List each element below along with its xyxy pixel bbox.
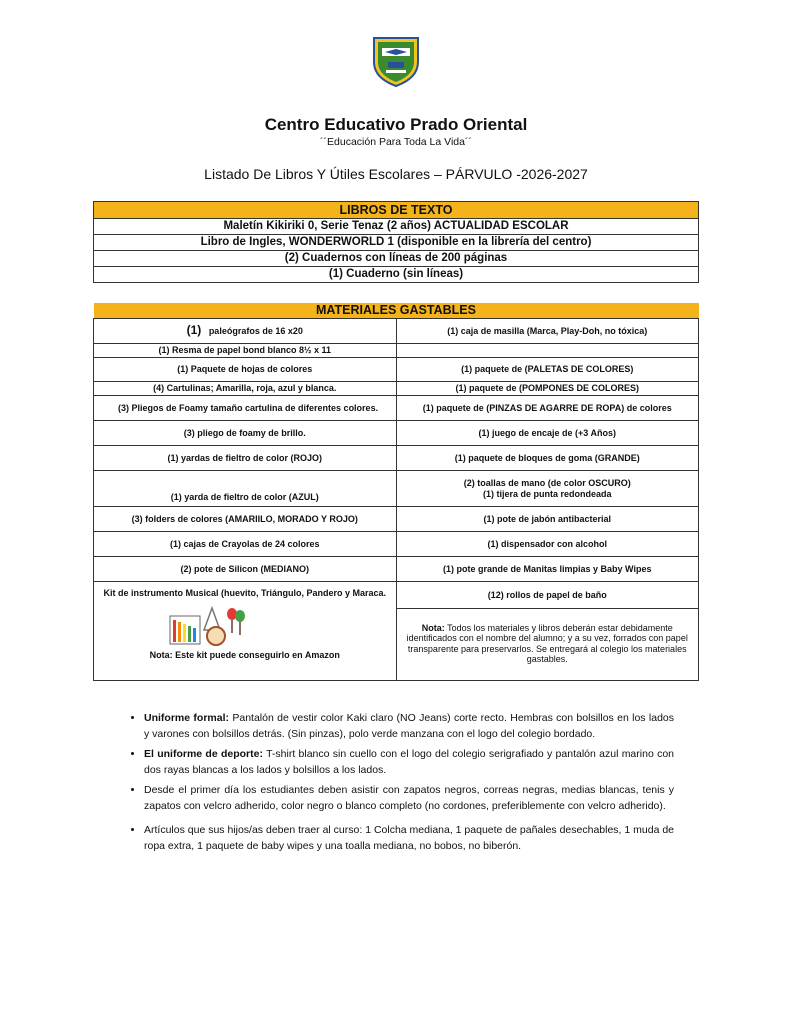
- material-item: (1) yardas de fieltro de color (ROJO): [94, 446, 397, 471]
- materials-heading: MATERIALES GASTABLES: [94, 303, 699, 319]
- material-item: (1) juego de encaje de (+3 Años): [396, 421, 699, 446]
- policy-item-shoes: [144, 782, 674, 814]
- material-item: (12) rollos de papel de baño: [396, 582, 699, 609]
- book-row: (2) Cuadernos con líneas de 200 páginas: [94, 251, 699, 267]
- book-row: Maletín Kikiriki 0, Serie Tenaz (2 años) ACTUALIDAD ESCOLAR: [94, 219, 699, 235]
- books-table: [93, 201, 699, 283]
- material-item: (1) cajas de Crayolas de 24 colores: [94, 532, 397, 557]
- policy-text: Desde el primer día los estudiantes deben asistir con zapatos negros, correas negras, medias blancas, tenis y zapatos con velcro adherido, color negro o blanco completo (no cordones, preferiblemente con velcro adherido).: [144, 784, 674, 812]
- policy-text: Artículos que sus hijos/as deben traer al curso: 1 Colcha mediana, 1 paquete de pañales desechables, 1 muda de ropa extra, 1 paquete de baby wipes y una toalla mediana, no bobos, no biberón.: [144, 824, 675, 852]
- music-instruments-icon: [168, 602, 248, 646]
- book-row: Libro de Ingles, WONDERWORLD 1 (disponible en la librería del centro): [94, 235, 699, 251]
- school-crest-logo: [368, 32, 424, 88]
- material-item: (1) Paquete de hojas de colores: [94, 358, 397, 382]
- material-item: (1) paquete de bloques de goma (GRANDE): [396, 446, 699, 471]
- material-qty: (1): [186, 323, 202, 338]
- material-item: (1) paquete de (PINZAS DE AGARRE DE ROPA) de colores: [396, 396, 699, 421]
- material-item: (2) pote de Silicon (MEDIANO): [94, 557, 397, 582]
- books-heading: LIBROS DE TEXTO: [94, 202, 699, 219]
- material-item: (1) pote grande de Manitas limpias y Baby Wipes: [396, 557, 699, 582]
- policy-text: T-shirt blanco sin cuello con el logo del colegio serigrafiado y pantalón azul marino con dos rayas blancas a los lados y bolsillos a los lados.: [144, 748, 675, 776]
- material-item: (1) yarda de fieltro de color (AZUL): [94, 471, 397, 507]
- material-item: (4) Cartulinas; Amarilla, roja, azul y blanca.: [94, 382, 397, 396]
- note-label: Nota:: [421, 623, 445, 633]
- policies-list: [110, 710, 674, 858]
- materials-table: [93, 303, 699, 681]
- materials-note: [396, 609, 699, 681]
- material-item: (1) paquete de (POMPONES DE COLORES): [396, 382, 699, 396]
- list-title: Listado De Libros Y Útiles Escolares – PÁRVULO -2026-2027: [204, 166, 588, 182]
- material-item: (3) Pliegos de Foamy tamaño cartulina de diferentes colores.: [94, 396, 397, 421]
- material-item: (3) pliego de foamy de brillo.: [94, 421, 397, 446]
- school-name: Centro Educativo Prado Oriental: [264, 115, 528, 134]
- policy-label: El uniforme de deporte:: [144, 748, 263, 760]
- material-line: (1) tijera de punta redondeada: [482, 488, 612, 499]
- policy-item-uniform: [144, 710, 674, 742]
- material-item: (1) caja de masilla (Marca, Play-Doh, no tóxica): [396, 319, 699, 344]
- policy-item-sport-uniform: [144, 746, 674, 778]
- policy-item-articles: [144, 822, 674, 854]
- note-text: Todos los materiales y libros deberán estar debidamente identificados con el nombre del alumno; y a su vez, forrados con papel transparente para preservarlos. Se entregará al colegio los materiales gastables.: [406, 623, 688, 665]
- material-item: (1) paquete de (PALETAS DE COLORES): [396, 358, 699, 382]
- material-text: paleógrafos de 16 x20: [208, 326, 303, 337]
- music-kit-note: Nota: Este kit puede conseguirlo en Amazon: [149, 650, 340, 661]
- material-item: (1) pote de jabón antibacterial: [396, 507, 699, 532]
- music-kit-text: Kit de instrumento Musical (huevito, Triángulo, Pandero y Maraca.: [103, 588, 387, 598]
- policy-text: Pantalón de vestir color Kaki claro (NO Jeans) corte recto. Hembras con bolsillos en los lados y varones con bolsillos detrás. (Sin pinzas), polo verde manzana con el logo del colegio bordado.: [144, 712, 674, 740]
- school-motto: ´´Educación Para Toda La Vida´´: [320, 136, 472, 148]
- empty-cell: [396, 344, 699, 358]
- material-item: [94, 319, 397, 344]
- material-item: [396, 471, 699, 507]
- material-line: (2) toallas de mano (de color OSCURO): [463, 478, 631, 489]
- policy-label: Uniforme formal:: [144, 712, 230, 724]
- material-item: (1) dispensador con alcohol: [396, 532, 699, 557]
- music-kit-cell: [94, 582, 397, 681]
- book-row: (1) Cuaderno (sin líneas): [94, 267, 699, 283]
- material-item: (3) folders de colores (AMARIILO, MORADO Y ROJO): [94, 507, 397, 532]
- material-item: (1) Resma de papel bond blanco 8½ x 11: [94, 344, 397, 358]
